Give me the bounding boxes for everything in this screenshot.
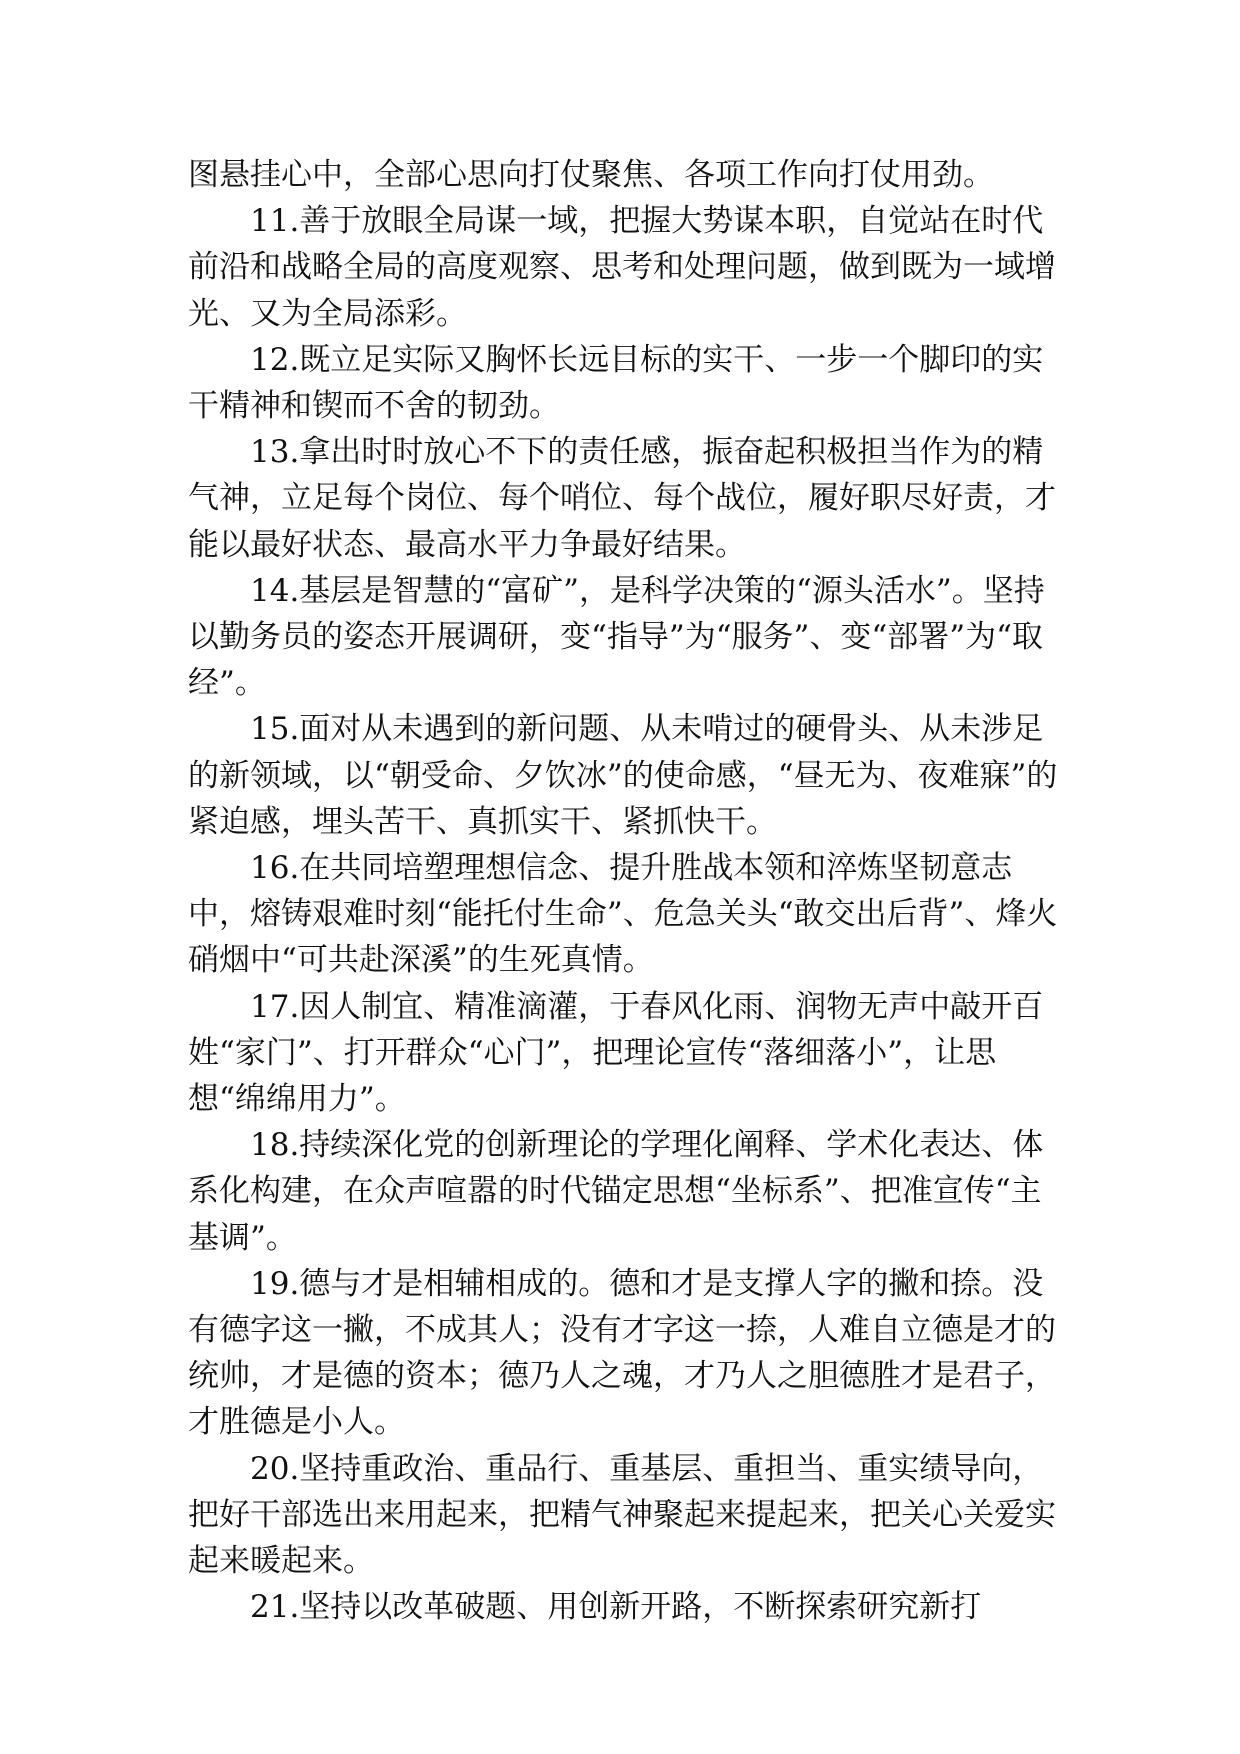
paragraph-continuation: 图悬挂心中，全部心思向打仗聚焦、各项工作向打仗用劲。 (188, 157, 994, 193)
paragraph-13: 13.拿出时时放心不下的责任感，振奋起积极担当作为的精气神，立足每个岗位、每个哨位、每个战位，履好职尽好责，才能以最好状态、最高水平力争最好结果。 (188, 434, 1056, 563)
paragraph-20: 20.坚持重政治、重品行、重基层、重担当、重实绩导向，把好干部选出来用起来，把精气神聚起来提起来，把关心关爱实起来暖起来。 (188, 1450, 1056, 1580)
paragraph-14: 14.基层是智慧的“富矿”，是科学决策的“源头活水”。坚持以勤务员的姿态开展调研，变“指导”为“服务”、变“部署”为“取经”。 (188, 572, 1045, 702)
paragraph-21: 21.坚持以改革破题、用创新开路，不断探索研究新打 (250, 1589, 982, 1626)
document-page (188, 152, 1068, 1631)
paragraph-17: 17.因人制宜、精准滴灌，于春风化雨、润物无声中敲开百姓“家门”、打开群众“心门”，把理论宣传“落细落小”，让思想“绵绵用力”。 (188, 988, 1044, 1118)
paragraph-19: 19.德与才是相辅相成的。德和才是支撑人字的撇和捺。没有德字这一撇，不成其人；没有才字这一捺，人难自立德是才的统帅，才是德的资本；德乃人之魂，才乃人之胆德胜才是君子，才胜德是小人。 (188, 1265, 1056, 1441)
paragraph-12: 12.既立足实际又胸怀长远目标的实干、一步一个脚印的实干精神和锲而不舍的韧劲。 (188, 341, 1044, 425)
paragraph-18: 18.持续深化党的创新理论的学理化阐释、学术化表达、体系化构建，在众声喧嚣的时代锚定思想“坐标系”、把准宣传“主基调”。 (188, 1127, 1044, 1256)
paragraph-15: 15.面对从未遇到的新问题、从未啃过的硬骨头、从未涉足的新领域，以“朝受命、夕饮冰”的使命感，“昼无为、夜难寐”的紧迫感，埋头苦干、真抓实干、紧抓快干。 (188, 711, 1058, 840)
paragraph-16: 16.在共同培塑理想信念、提升胜战本领和淬炼坚韧意志中，熔铸艰难时刻“能托付生命”、危急关头“敢交出后背”、烽火硝烟中“可共赴深溪”的生死真情。 (188, 850, 1058, 979)
paragraph-11: 11.善于放眼全局谋一域，把握大势谋本职，自觉站在时代前沿和战略全局的高度观察、思考和处理问题，做到既为一域增光、又为全局添彩。 (188, 203, 1056, 332)
